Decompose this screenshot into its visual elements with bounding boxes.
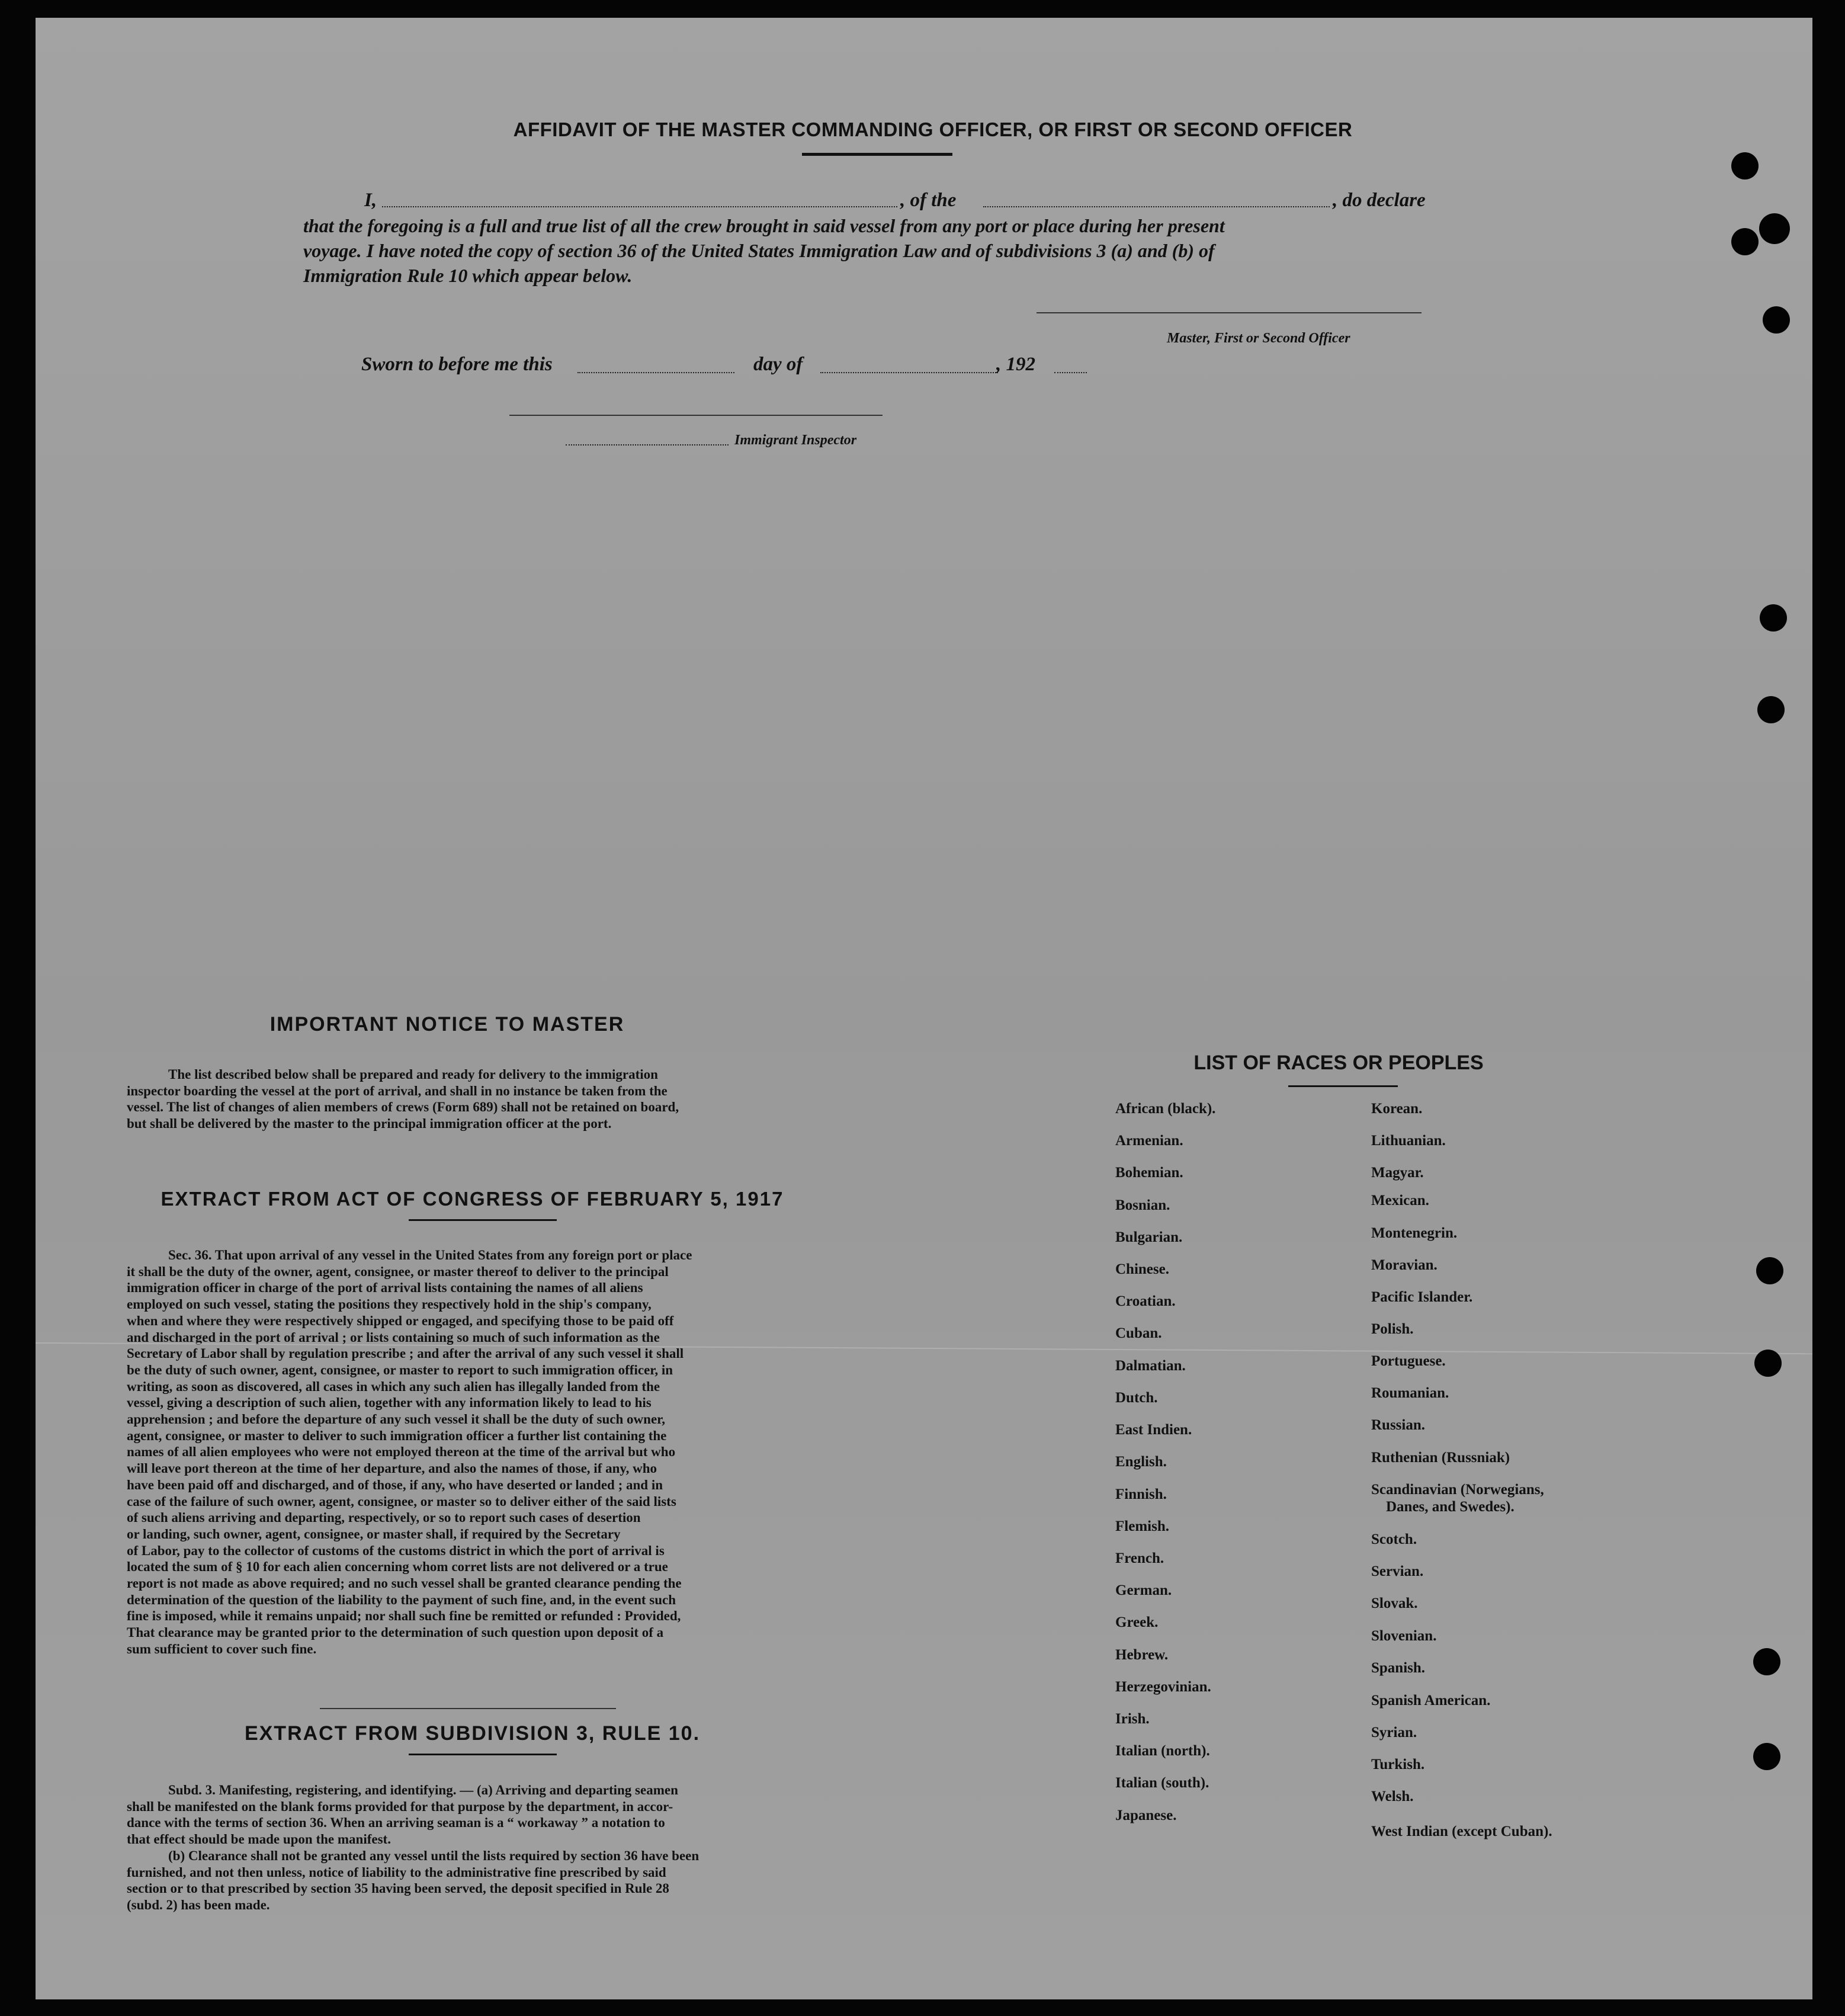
inspector-line (509, 415, 883, 416)
punch-hole (1759, 213, 1790, 244)
race-item: Herzegovinian. (1115, 1679, 1211, 1695)
act-line: employed on such vessel, stating the positions they respectively hold in the ship's company, (127, 1297, 652, 1312)
act-title-underline (409, 1219, 557, 1221)
declaration-line-2: that the foregoing is a full and true list of all the crew brought in said vessel from any port or place during her present (303, 215, 1225, 236)
punch-hole (1731, 152, 1759, 180)
race-item: East Indien. (1115, 1422, 1192, 1438)
signature-line (1037, 312, 1422, 313)
race-item: Slovenian. (1371, 1628, 1437, 1644)
race-item: Scotch. (1371, 1531, 1417, 1547)
act-line: and discharged in the port of arrival ; or lists containing so much of such information as the (127, 1329, 660, 1345)
race-item: Italian (north). (1115, 1743, 1210, 1759)
race-item: Chinese. (1115, 1261, 1169, 1277)
race-item: Finnish. (1115, 1486, 1167, 1502)
punch-hole (1763, 306, 1790, 334)
act-line: case of the failure of such owner, agent, consignee, or master so to deliver either of the said lists (127, 1493, 676, 1509)
race-item: Armenian. (1115, 1133, 1183, 1149)
notice-line: The list described below shall be prepared and ready for delivery to the immigration (168, 1067, 658, 1082)
act-line: or landing, such owner, agent, consignee, or master shall, if required by the Secretary (127, 1526, 621, 1541)
race-item: Dalmatian. (1115, 1358, 1186, 1374)
punch-hole (1756, 1257, 1783, 1284)
races-title-underline (1288, 1085, 1398, 1087)
race-item: Pacific Islander. (1371, 1289, 1473, 1305)
section-divider (320, 1708, 616, 1709)
race-item: Italian (south). (1115, 1775, 1209, 1791)
race-item: Japanese. (1115, 1807, 1177, 1823)
race-item: Ruthenian (Russniak) (1371, 1450, 1510, 1466)
sworn-day-blank (577, 372, 734, 373)
act-line: vessel, giving a description of such alien, together with any information likely to lead to his (127, 1395, 652, 1411)
race-item: Danes, and Swedes). (1386, 1499, 1514, 1515)
race-item: Mexican. (1371, 1193, 1429, 1209)
rule-title-underline (409, 1754, 557, 1755)
rule-line: section or to that prescribed by section 35 having been served, the deposit specified in Rule 28 (127, 1881, 669, 1896)
declaration-of-the: , of the (900, 190, 957, 211)
act-line: have been paid off and discharged, and of those, if any, who have deserted or landed ; and in (127, 1477, 663, 1492)
rule-line: shall be manifested on the blank forms provided for that purpose by the department, in accor- (127, 1799, 673, 1814)
act-line: it shall be the duty of the owner, agent, consignee, or master thereof to deliver to the principal (127, 1264, 669, 1279)
day-of: day of (753, 354, 803, 375)
act-line: apprehension ; and before the departure of any such vessel it shall be the duty of such owner, (127, 1412, 666, 1427)
title-underline (802, 153, 952, 156)
act-line: Secretary of Labor shall by regulation prescribe ; and after the arrival of any such vessel it shall (127, 1346, 684, 1361)
declaration-do-declare: , do declare (1333, 190, 1426, 211)
act-extract-body (127, 1247, 811, 1658)
act-line: report is not made as above required; and no such vessel shall be granted clearance pending the (127, 1576, 682, 1591)
race-item: Spanish American. (1371, 1693, 1491, 1709)
sworn-month-blank (820, 372, 998, 373)
act-line: That clearance may be granted prior to the determination of such question upon deposit of a (127, 1625, 664, 1640)
rule-line: Subd. 3. Manifesting, registering, and identifying. — (a) Arriving and departing seamen (168, 1783, 678, 1797)
race-item: French. (1115, 1550, 1164, 1566)
notice-line: vessel. The list of changes of alien members of crews (Form 689) shall not be retained on board, (127, 1100, 679, 1115)
declaration-line-4: Immigration Rule 10 which appear below. (303, 265, 633, 286)
act-line: writing, as soon as discovered, all cases in which any such alien has illegally landed from the (127, 1379, 660, 1394)
act-line: determination of the question of the liability to the payment of such fine, and, in the event such (127, 1592, 676, 1607)
punch-hole (1731, 228, 1759, 255)
act-line: names of all alien employees who were not employed thereon at the time of the arrival but who (127, 1444, 676, 1460)
act-line: be the duty of such owner, agent, consignee, or master to report to such immigration officer, in (127, 1362, 673, 1377)
race-item: Turkish. (1371, 1757, 1425, 1773)
race-item: Bohemian. (1115, 1165, 1183, 1181)
punch-hole (1760, 604, 1787, 632)
race-item: Servian. (1371, 1563, 1424, 1579)
race-item: Korean. (1371, 1101, 1423, 1117)
punch-hole (1757, 696, 1785, 723)
race-item: Roumanian. (1371, 1385, 1449, 1401)
rule-line: that effect should be made upon the manifest. (127, 1832, 391, 1847)
act-line: of such aliens arriving and departing, respectively, or so to report such cases of desertion (127, 1510, 641, 1525)
race-item: Dutch. (1115, 1390, 1158, 1406)
race-item: Croatian. (1115, 1293, 1176, 1309)
race-item: Bulgarian. (1115, 1229, 1183, 1245)
inspector-name-blank (566, 444, 729, 445)
punch-hole (1753, 1648, 1780, 1675)
inspector-label: Immigrant Inspector (734, 432, 857, 448)
race-item: Portuguese. (1371, 1353, 1446, 1369)
race-item: Welsh. (1371, 1789, 1414, 1805)
rule-line: (subd. 2) has been made. (127, 1897, 270, 1912)
race-item: Spanish. (1371, 1660, 1426, 1676)
act-line: immigration officer in charge of the port of arrival lists containing the names of all aliens (127, 1280, 643, 1296)
race-item: Cuban. (1115, 1325, 1162, 1341)
year-prefix: , 192 (996, 354, 1035, 375)
race-item: Hebrew. (1115, 1647, 1169, 1663)
rule-line: furnished, and not then unless, notice of liability to the administrative fine prescribed by said (127, 1864, 666, 1880)
race-item: Syrian. (1371, 1725, 1417, 1741)
race-item: Scandinavian (Norwegians, (1371, 1482, 1544, 1498)
rule-line: dance with the terms of section 36. When an arriving seaman is a “ workaway ” a notation to (127, 1815, 665, 1831)
rule-extract-title: EXTRACT FROM SUBDIVISION 3, RULE 10. (244, 1722, 701, 1745)
year-blank (1054, 372, 1087, 373)
race-item: Polish. (1371, 1321, 1414, 1337)
act-line: when and where they were respectively shipped or engaged, and specifying those to be paid off (127, 1313, 674, 1328)
race-item: Flemish. (1115, 1518, 1169, 1534)
notice-title: IMPORTANT NOTICE TO MASTER (269, 1013, 625, 1036)
punch-hole (1753, 1743, 1780, 1770)
act-line: fine is imposed, while it remains unpaid; nor shall such fine be remitted or refunded : Provided, (127, 1608, 681, 1624)
name-blank (382, 206, 897, 207)
act-line: will leave port thereon at the time of her departure, and also the names of those, if any, who (127, 1461, 657, 1476)
race-item: Greek. (1115, 1614, 1159, 1630)
declaration-line-3: voyage. I have noted the copy of section 36 of the United States Immigration Law and of subdivisions 3 (a) and (b) of (303, 240, 1215, 261)
act-line: located the sum of § 10 for each alien concerning whom corret lists are not delivered or a true (127, 1559, 668, 1575)
race-item: Magyar. (1371, 1165, 1424, 1181)
signature-label: Master, First or Second Officer (1167, 331, 1350, 346)
declaration-i: I, (364, 190, 377, 211)
document-page (36, 18, 1812, 1999)
act-line: sum sufficient to cover such fine. (127, 1641, 317, 1656)
race-item: Irish. (1115, 1711, 1150, 1727)
sworn-text: Sworn to before me this (361, 354, 553, 375)
notice-line: inspector boarding the vessel at the port of arrival, and shall in no instance be taken from the (127, 1083, 668, 1098)
act-line: agent, consignee, or master to deliver to such immigration officer a further list containing the (127, 1428, 667, 1443)
rule-line: (b) Clearance shall not be granted any vessel until the lists required by section 36 have been (168, 1848, 700, 1863)
race-item: African (black). (1115, 1101, 1216, 1117)
rule-extract-body (127, 1782, 811, 1914)
act-extract-title: EXTRACT FROM ACT OF CONGRESS OF FEBRUARY 5, 1917 (161, 1188, 784, 1210)
race-item: West Indian (except Cuban). (1371, 1823, 1552, 1839)
race-item: Lithuanian. (1371, 1133, 1446, 1149)
race-item: Russian. (1371, 1417, 1426, 1433)
vessel-blank (983, 206, 1330, 207)
race-item: Moravian. (1371, 1257, 1438, 1273)
race-item: English. (1115, 1454, 1167, 1470)
notice-body (127, 1066, 811, 1132)
race-item: Slovak. (1371, 1595, 1418, 1611)
race-item: German. (1115, 1582, 1172, 1598)
race-item: Montenegrin. (1371, 1225, 1458, 1241)
punch-hole (1754, 1350, 1782, 1377)
act-line: of Labor, pay to the collector of customs of the customs district in which the port of arrival is (127, 1543, 665, 1558)
affidavit-title: AFFIDAVIT OF THE MASTER COMMANDING OFFICER, OR FIRST OR SECOND OFFICER (513, 118, 1353, 140)
act-line: Sec. 36. That upon arrival of any vessel in the United States from any foreign port or place (168, 1248, 692, 1262)
race-item: Bosnian. (1115, 1197, 1170, 1213)
races-title: LIST OF RACES OR PEOPLES (1193, 1052, 1484, 1074)
notice-line: but shall be delivered by the master to the principal immigration officer at the port. (127, 1116, 612, 1132)
